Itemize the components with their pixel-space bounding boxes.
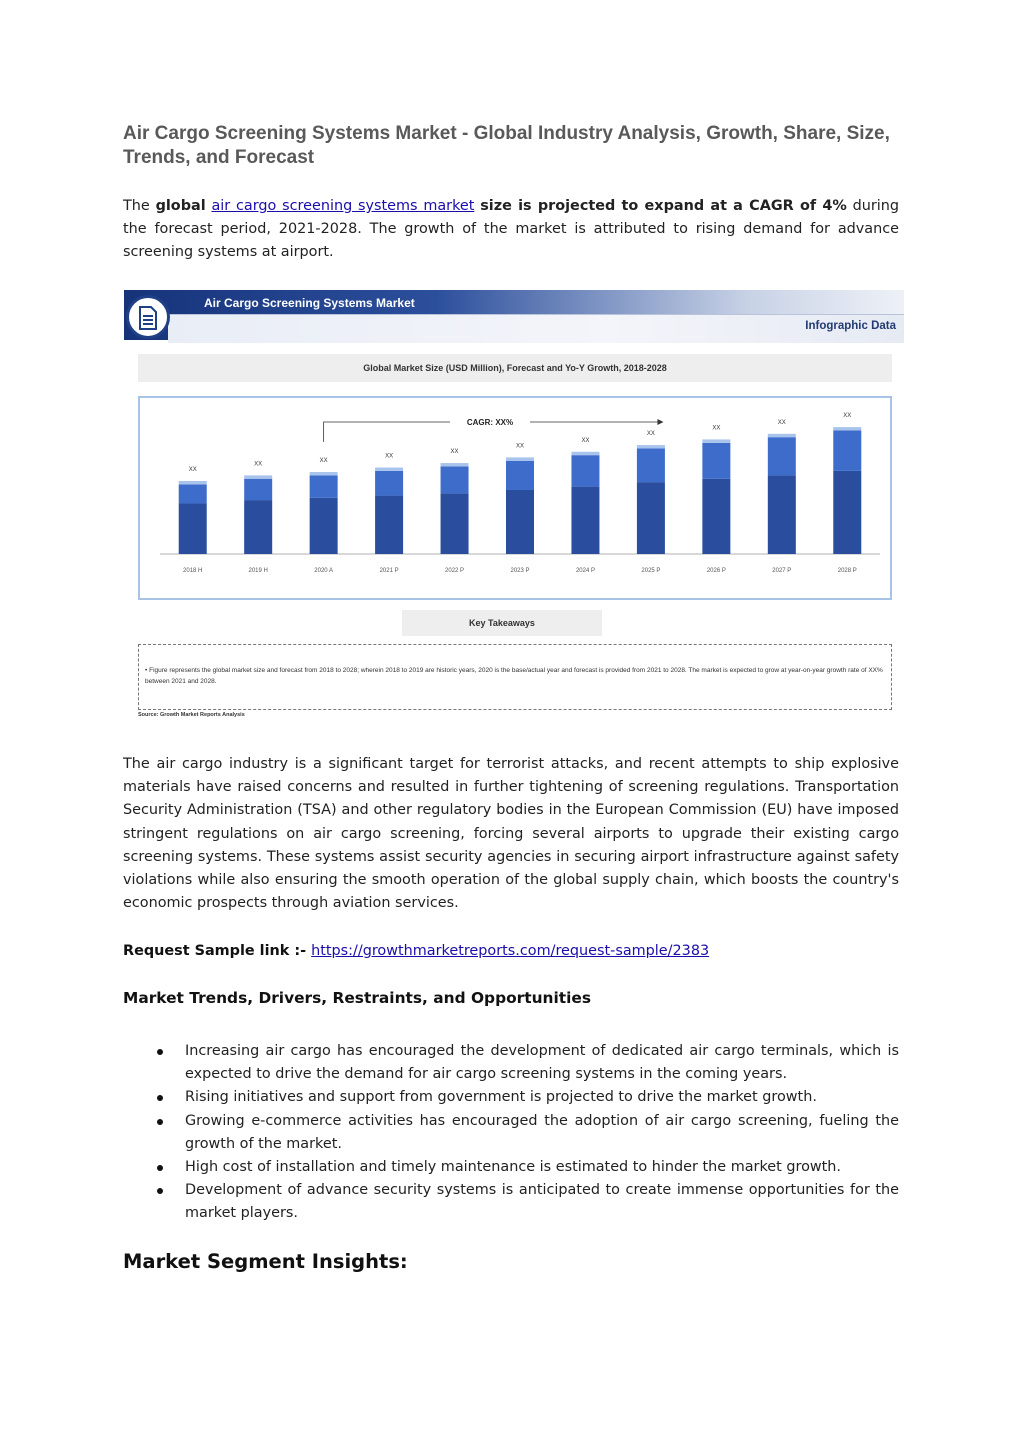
bar-segment-2024-p-1 (571, 487, 599, 554)
segment-heading: Market Segment Insights: (123, 1250, 408, 1273)
list-item-text: Increasing air cargo has encouraged the development of dedicated air cargo terminals, which is expected to drive the demand for air cargo screening systems in the coming years. (185, 1043, 899, 1083)
takeaways-note-text: Figure represents the global market size and forecast from 2018 to 2028; wherein 2018 to 2019 are historic years, 2020 is the base/actual year and forecast is provided from 2021 to 2028. The market is expected to grow at year-on-year growth rate of XX% between 2021 and 2028. (145, 667, 883, 685)
list-item (123, 1156, 899, 1179)
intro-pre: The (123, 198, 156, 214)
bullet-icon (157, 1119, 163, 1125)
list-item-text: High cost of installation and timely maintenance is estimated to hinder the market growth. (185, 1159, 841, 1176)
list-item (123, 1110, 899, 1156)
bar-value-label: XX (712, 425, 721, 432)
bar-chart (138, 396, 892, 600)
bar-segment-2020-a-1 (310, 498, 338, 554)
intro-paragraph (123, 195, 899, 265)
bar-segment-2025-p-2 (637, 448, 665, 482)
trends-heading: Market Trends, Drivers, Restraints, and Opportunities (123, 989, 592, 1007)
infographic-title: Air Cargo Screening Systems Market (204, 296, 415, 310)
x-tick-label: 2024 P (575, 568, 595, 574)
body-paragraph: The air cargo industry is a significant target for terrorist attacks, and recent attempts to ship explosive materials have raised concerns and resulted in further tightening of screening regulations. Transportation Security Administration (TSA) and other regulatory bodies in the European Commission (EU) have imposed stringent regulations on air cargo screening, forcing several airports to upgrade their existing cargo screening systems. These systems assist security agencies in securing airport infrastructure against safety violations while also ensuring the smooth operation of the global supply chain, which boosts the country's economic prospects through aviation services. (123, 756, 899, 912)
bar-value-label: XX (254, 461, 263, 468)
bar-segment-2022-p-2 (441, 466, 469, 493)
bar-segment-2022-p-1 (441, 493, 469, 554)
bar-value-label: XX (188, 467, 197, 473)
bar-segment-2022-p-3 (441, 463, 469, 466)
bar-segment-2026-p-2 (702, 443, 730, 479)
bar-segment-2018-h-2 (179, 484, 207, 503)
x-tick-label: 2023 P (510, 568, 530, 574)
list-item-text: Rising initiatives and support from government is projected to drive the market growth. (185, 1089, 817, 1106)
request-sample-link[interactable]: https://growthmarketreports.com/request-sample/2383 (311, 943, 710, 959)
bar-segment-2020-a-3 (310, 472, 338, 475)
bar-segment-2024-p-3 (571, 452, 599, 455)
list-item-text: Development of advance security systems is anticipated to create immense opportunities for the market players. (185, 1182, 899, 1222)
list-item (123, 1086, 899, 1109)
bar-value-label: XX (450, 449, 459, 456)
bar-segment-2027-p-3 (768, 434, 796, 437)
bar-segment-2021-p-1 (375, 496, 403, 554)
list-item-text: Growing e-commerce activities has encouraged the adoption of air cargo screening, fueling the growth of the market. (185, 1112, 899, 1152)
cagr-arrow-head (657, 419, 663, 425)
bar-segment-2025-p-1 (637, 482, 665, 554)
document-title: Air Cargo Screening Systems Market - Global Industry Analysis, Growth, Share, Size, Trends, and Forecast (123, 123, 890, 168)
x-tick-label: 2028 P (837, 568, 857, 574)
intro-bold-global: global (155, 198, 206, 214)
bar-segment-2018-h-1 (179, 503, 207, 554)
chart-title: Global Market Size (USD Million), Forecast and Yo-Y Growth, 2018-2028 (138, 354, 892, 382)
bar-segment-2019-h-1 (244, 500, 272, 554)
bar-segment-2019-h-3 (244, 475, 272, 478)
takeaways-note: • Figure represents the global market size and forecast from 2018 to 2028; wherein 2018 to 2019 are historic years, 2020 is the base/actual year and forecast is provided from 2021 to 2028. The market is expected to grow at year-on-year growth rate of XX% between 2021 and 2028. (145, 667, 883, 685)
trends-list (123, 1040, 899, 1226)
bar-segment-2025-p-3 (637, 445, 665, 448)
bar-segment-2019-h-2 (244, 479, 272, 500)
bar-value-label: XX (777, 419, 786, 426)
bullet-icon (157, 1165, 163, 1171)
infographic-header-band (168, 314, 904, 343)
key-takeaways-label: Key Takeaways (402, 610, 602, 636)
infographic (124, 288, 904, 720)
bar-value-label: XX (843, 413, 852, 420)
bar-segment-2027-p-1 (768, 475, 796, 554)
bar-value-label: XX (646, 431, 655, 438)
bar-segment-2021-p-3 (375, 468, 403, 471)
bar-chart-svg (140, 398, 890, 598)
document-icon (126, 295, 170, 339)
bar-segment-2023-p-1 (506, 490, 534, 554)
x-tick-label: 2018 H (183, 568, 203, 574)
infographic-subtitle: Infographic Data (805, 320, 896, 332)
request-sample-label: Request Sample link :- (123, 943, 312, 959)
bar-segment-2018-h-3 (179, 481, 207, 484)
x-tick-label: 2027 P (772, 568, 792, 574)
bar-segment-2027-p-2 (768, 437, 796, 475)
x-tick-label: 2020 A (314, 568, 333, 574)
x-tick-label: 2019 H (248, 568, 268, 574)
bar-segment-2023-p-2 (506, 461, 534, 490)
intro-post: during the forecast period, 2021-2028. The growth of the market is attributed to rising demand for advance screening systems at airport. (123, 198, 900, 261)
bar-segment-2026-p-1 (702, 479, 730, 554)
bar-value-label: XX (319, 458, 328, 465)
list-item (123, 1040, 899, 1086)
bar-value-label: XX (581, 437, 590, 444)
market-link[interactable]: air cargo screening systems market (211, 198, 475, 214)
bar-segment-2028-p-1 (833, 471, 861, 554)
bar-value-label: XX (515, 443, 525, 450)
list-item (123, 1179, 899, 1225)
x-tick-label: 2021 P (379, 568, 399, 574)
takeaways-note-box (138, 644, 892, 710)
cagr-annotation: CAGR: XX% (466, 418, 514, 427)
x-tick-label: 2022 P (445, 568, 465, 574)
bar-segment-2028-p-2 (833, 430, 861, 470)
bar-segment-2020-a-2 (310, 475, 338, 497)
bar-segment-2023-p-3 (506, 457, 534, 460)
intro-bold-cagr: size is projected to expand at a CAGR of 4% (480, 198, 847, 214)
bullet-icon (157, 1095, 163, 1101)
request-sample (123, 940, 709, 963)
bullet-icon (157, 1049, 163, 1055)
bar-segment-2024-p-2 (571, 455, 599, 486)
source-note: Source: Growth Market Reports Analysis (138, 712, 245, 718)
bullet-icon (157, 1188, 163, 1194)
x-tick-label: 2025 P (641, 568, 661, 574)
bar-segment-2021-p-2 (375, 471, 403, 496)
infographic-header (124, 290, 904, 340)
bar-value-label: XX (385, 453, 394, 460)
bar-segment-2026-p-3 (702, 439, 730, 442)
x-tick-label: 2026 P (706, 568, 726, 574)
bar-segment-2028-p-3 (833, 427, 861, 430)
